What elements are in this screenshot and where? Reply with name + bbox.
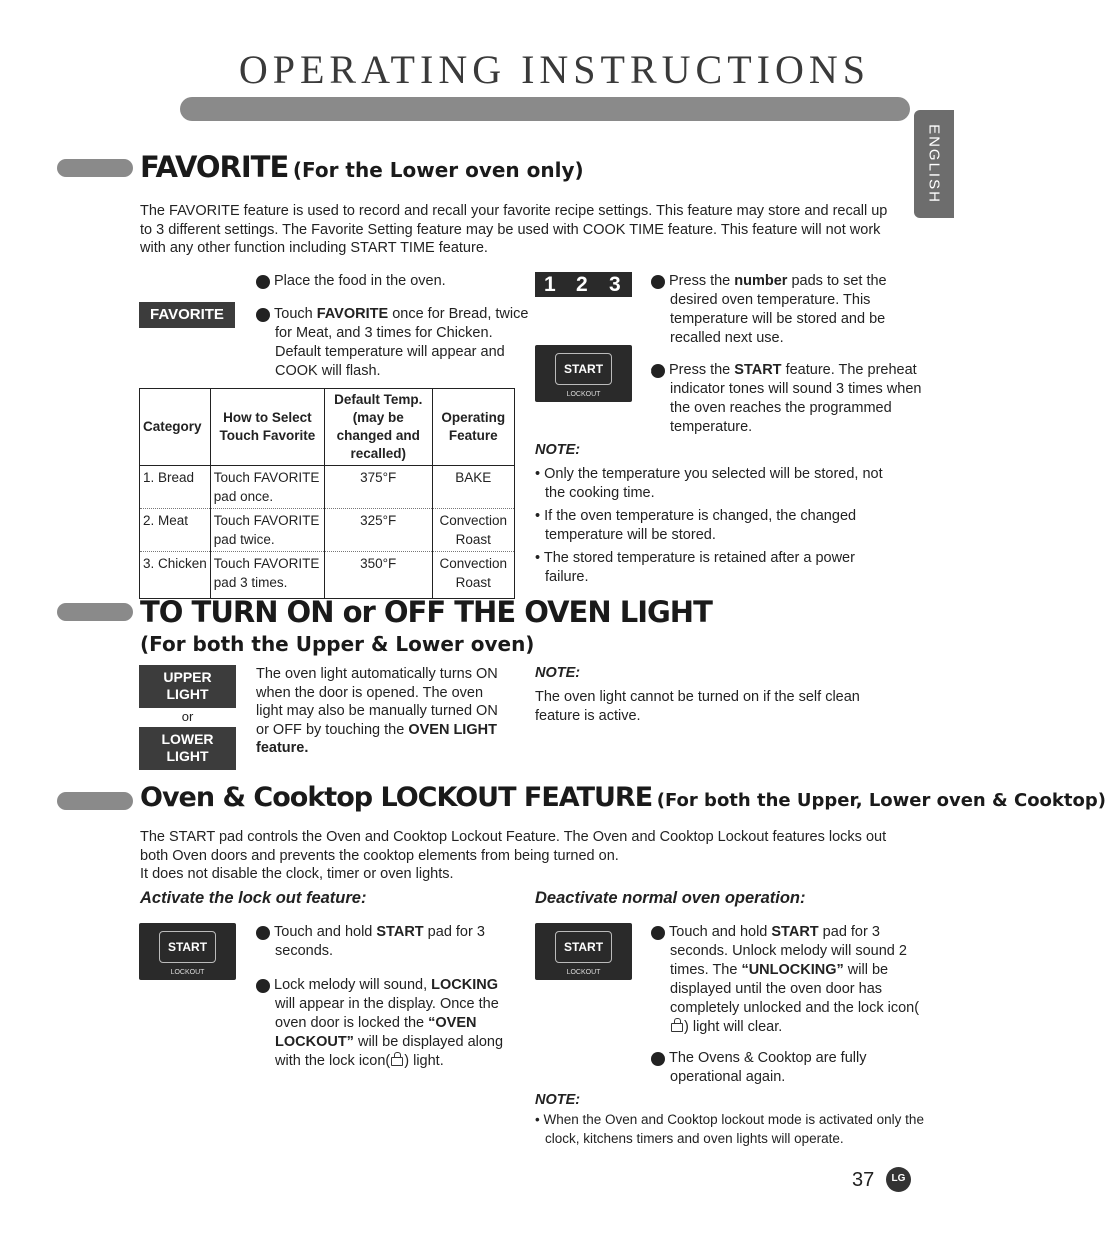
favorite-step-2-post: once for Bread, twice for Meat, and 3 times for Chicken. Default temperature will appear and COOK will flash. xyxy=(275,306,529,379)
step-number-2: 2 xyxy=(256,308,270,322)
step-number-3: 3 xyxy=(651,275,665,289)
table-cell: 375°F xyxy=(324,466,432,509)
activate-step-1 xyxy=(250,923,527,961)
number-key-3[interactable]: 3 xyxy=(609,273,621,296)
table-header-how-to-select: How to Select Touch Favorite xyxy=(210,389,324,466)
activate-step-2-mid-2: will be displayed along with the lock icon( xyxy=(275,1034,504,1069)
step-number-1: 1 xyxy=(651,926,665,940)
deactivate-step-1-pre: Touch and hold xyxy=(669,924,772,940)
favorite-step-3-pre: Press the xyxy=(669,273,735,289)
table-cell: Convection Roast xyxy=(432,552,514,599)
deactivate-heading: Deactivate normal oven operation: xyxy=(535,889,806,907)
favorite-step-2-pre: Touch xyxy=(274,306,317,322)
favorite-title: FAVORITE xyxy=(140,150,289,184)
number-key-2[interactable]: 2 xyxy=(576,273,588,296)
start-pad[interactable] xyxy=(535,923,632,980)
lock-icon xyxy=(671,1023,683,1032)
deactivate-step-1-bold-2: “UNLOCKING” xyxy=(741,962,844,978)
language-tab xyxy=(914,110,954,218)
table-header-operating-feature: Operating Feature xyxy=(432,389,514,466)
page-header-title: OPERATING INSTRUCTIONS xyxy=(238,47,870,92)
light-description-bold: OVEN LIGHT feature. xyxy=(256,721,497,756)
lockout-title: Oven & Cooktop LOCKOUT FEATURE xyxy=(140,782,653,813)
lockout-label: LOCKOUT xyxy=(170,969,205,976)
activate-step-2-mid: will appear in the display. Once the oven door is locked the xyxy=(275,996,499,1031)
favorite-heading xyxy=(140,150,584,184)
table-cell: 3. Chicken xyxy=(140,552,211,599)
favorite-note-item: • If the oven temperature is changed, the changed temperature will be stored. xyxy=(535,508,857,543)
table-cell: 325°F xyxy=(324,509,432,552)
table-cell: 350°F xyxy=(324,552,432,599)
start-pad[interactable] xyxy=(139,923,236,980)
start-button-label: START xyxy=(555,931,612,963)
step-number-2: 2 xyxy=(256,979,270,993)
step-number-1: 1 xyxy=(256,275,270,289)
favorite-step-4-pre: Press the xyxy=(669,362,735,378)
favorite-step-2 xyxy=(250,305,535,381)
light-subtitle: (For both the Upper & Lower oven) xyxy=(140,632,535,656)
table-cell: Convection Roast xyxy=(432,509,514,552)
favorite-notes xyxy=(535,465,900,586)
favorite-step-1 xyxy=(250,272,535,291)
start-button-label: START xyxy=(159,931,216,963)
activate-step-2 xyxy=(250,976,520,1071)
table-header-category: Category xyxy=(140,389,211,466)
favorite-step-4-post: feature. The preheat indicator tones will sound 3 times when the oven reaches the programmed temperature. xyxy=(670,362,922,435)
step-number-1: 1 xyxy=(256,926,270,940)
favorite-step-3-post: pads to set the desired oven temperature. This temperature will be stored and be recalled next use. xyxy=(670,273,887,346)
favorite-intro: The FAVORITE feature is used to record and recall your favorite recipe settings. This feature may store and recall up to 3 different settings. The Favorite Setting feature may be used with COOK TIME feature. This feature will not work with any other function including START TIME feature. xyxy=(140,203,888,256)
table-row xyxy=(140,509,515,552)
lockout-intro-text-2: It does not disable the clock, timer or oven lights. xyxy=(140,866,454,882)
light-note: The oven light cannot be turned on if the self clean feature is active. xyxy=(535,689,860,724)
table-cell: Touch FAVORITE pad twice. xyxy=(210,509,324,552)
section-marker xyxy=(57,603,133,621)
light-title: TO TURN ON or OFF THE OVEN LIGHT xyxy=(140,595,712,629)
step-number-2: 2 xyxy=(651,1052,665,1066)
lockout-subtitle: (For both the Upper, Lower oven & Cooktop) xyxy=(656,790,1106,811)
deactivate-step-2-text: The Ovens & Cooktop are fully operational again. xyxy=(669,1050,867,1085)
activate-step-1-pre: Touch and hold xyxy=(274,924,377,940)
lg-logo-text: LG xyxy=(891,1173,906,1184)
deactivate-step-1-bold: START xyxy=(771,924,819,940)
header-bar xyxy=(180,97,910,121)
lower-light-button[interactable] xyxy=(139,727,236,770)
light-description xyxy=(256,665,506,758)
language-tab-label: ENGLISH xyxy=(925,124,943,204)
lock-icon xyxy=(391,1057,403,1066)
light-description-text: The oven light automatically turns ON when the door is opened. The oven light may also be manually turned ON or OFF by touching the xyxy=(256,666,498,738)
start-pad[interactable] xyxy=(535,345,632,402)
table-cell: 2. Meat xyxy=(140,509,211,552)
favorite-note-item: • Only the temperature you selected will be stored, not the cooking time. xyxy=(535,466,883,501)
favorite-step-2-bold: FAVORITE xyxy=(316,306,389,322)
favorite-note-title: NOTE: xyxy=(535,442,581,458)
lockout-note: • When the Oven and Cooktop lockout mode is activated only the clock, kitchens timers and oven lights will operate. xyxy=(535,1112,924,1146)
lg-logo-icon xyxy=(886,1167,911,1192)
table-cell: 1. Bread xyxy=(140,466,211,509)
favorite-step-3-bold: number xyxy=(734,273,788,289)
table-cell: Touch FAVORITE pad 3 times. xyxy=(210,552,324,599)
activate-step-1-post: pad for 3 seconds. xyxy=(275,924,485,959)
number-key-1[interactable]: 1 xyxy=(544,273,556,296)
favorite-step-1-text: Place the food in the oven. xyxy=(274,273,446,289)
table-header-default-temp: Default Temp. (may be changed and recalled) xyxy=(324,389,432,466)
upper-light-label: UPPER LIGHT xyxy=(163,669,212,702)
lockout-heading xyxy=(140,782,1106,813)
lockout-label: LOCKOUT xyxy=(566,391,601,398)
activate-step-2-bold-2: “OVEN LOCKOUT” xyxy=(275,1015,477,1050)
activate-step-2-post: ) light. xyxy=(404,1053,444,1069)
table-row xyxy=(140,466,515,509)
activate-heading: Activate the lock out feature: xyxy=(140,889,367,907)
table-cell: Touch FAVORITE pad once. xyxy=(210,466,324,509)
lockout-intro-text: The START pad controls the Oven and Cooktop Lockout Feature. The Oven and Cooktop Lockout features locks out both Oven doors and prevents the cooktop elements from being turned on. xyxy=(140,829,887,864)
table-cell: BAKE xyxy=(432,466,514,509)
favorite-button[interactable]: FAVORITE xyxy=(139,302,235,328)
deactivate-step-1-post: ) light will clear. xyxy=(684,1019,783,1035)
start-button-label: START xyxy=(555,353,612,385)
favorite-step-3 xyxy=(645,272,930,348)
table-row xyxy=(140,552,515,599)
favorite-table xyxy=(139,388,515,599)
number-pad[interactable] xyxy=(535,272,632,297)
favorite-subtitle: (For the Lower oven only) xyxy=(292,158,584,182)
light-note-title: NOTE: xyxy=(535,665,581,681)
activate-step-2-pre: Lock melody will sound, xyxy=(274,977,432,993)
favorite-note-item: • The stored temperature is retained after a power failure. xyxy=(535,550,855,585)
page-number: 37 xyxy=(852,1169,875,1191)
or-label: or xyxy=(181,709,194,724)
section-marker xyxy=(57,159,133,177)
section-marker xyxy=(57,792,133,810)
activate-step-1-bold: START xyxy=(376,924,424,940)
upper-light-button[interactable] xyxy=(139,665,236,708)
lockout-label: LOCKOUT xyxy=(566,969,601,976)
step-number-4: 4 xyxy=(651,364,665,378)
deactivate-step-1 xyxy=(645,923,932,1037)
lockout-note-title: NOTE: xyxy=(535,1092,581,1108)
favorite-step-4 xyxy=(645,361,930,437)
lockout-intro xyxy=(140,828,910,884)
deactivate-step-2 xyxy=(645,1049,920,1087)
deactivate-step-1-mid-2: will be displayed until the oven door has completely unlocked and the lock icon( xyxy=(670,962,920,1016)
lower-light-label: LOWER LIGHT xyxy=(161,731,214,764)
activate-step-2-bold: LOCKING xyxy=(431,977,499,993)
deactivate-step-1-mid: pad for 3 seconds. Unlock melody will sound 2 times. The xyxy=(670,924,907,978)
favorite-step-4-bold: START xyxy=(734,362,782,378)
